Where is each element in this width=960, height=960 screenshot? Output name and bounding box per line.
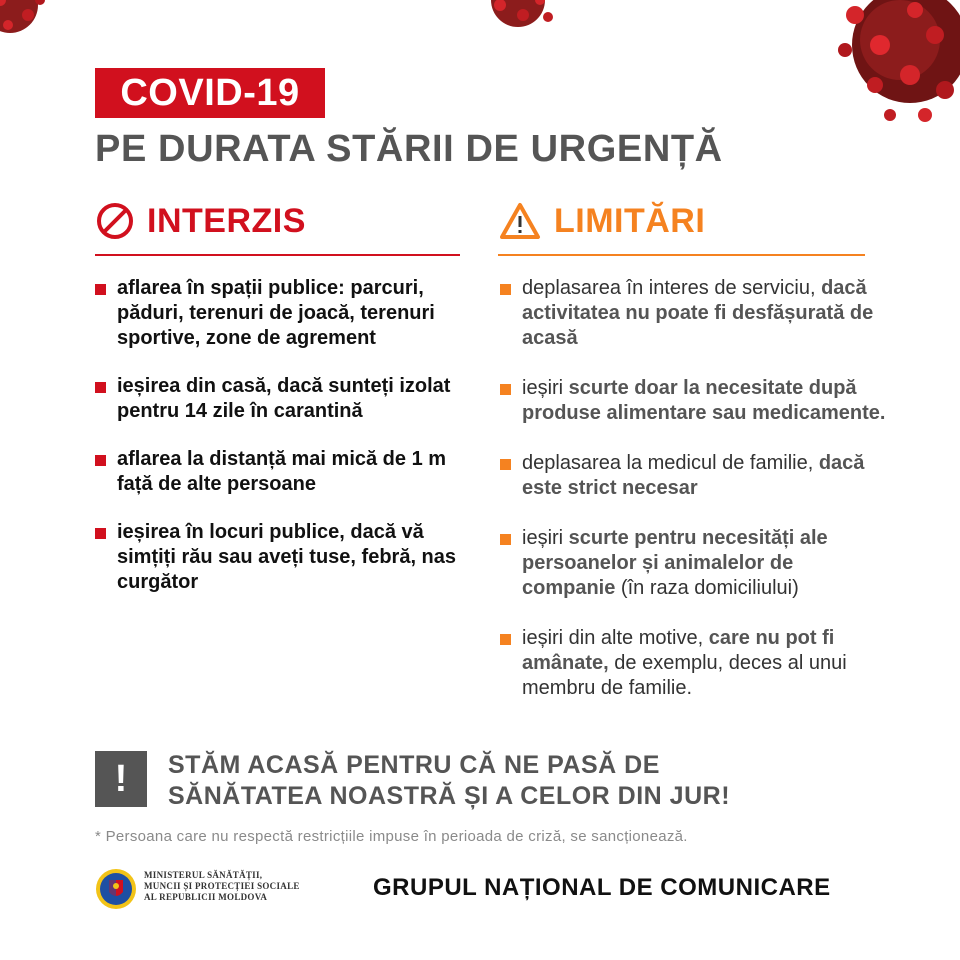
bullet-square-icon xyxy=(95,455,106,466)
list-item: ieșirea în locuri publice, dacă vă simțiți rău sau aveți tuse, febră, nas curgător xyxy=(95,520,465,595)
moldova-coat-of-arms-icon xyxy=(95,866,137,912)
list-item: ieșiri scurte doar la necesitate după produse alimentare sau medicamente. xyxy=(500,376,890,426)
footnote: * Persoana care nu respectă restricțiile impuse în perioada de criză, se sancționează. xyxy=(95,828,688,845)
bullet-square-icon xyxy=(95,382,106,393)
bullet-square-icon xyxy=(500,534,511,545)
slogan-line-1: STĂM ACASĂ PENTRU CĂ NE PASĂ DE xyxy=(168,751,660,779)
bullet-square-icon xyxy=(500,634,511,645)
list-item: aflarea la distanță mai mică de 1 m față de alte persoane xyxy=(95,447,465,497)
slogan-line-2: SĂNĂTATEA NOASTRĂ ȘI A CELOR DIN JUR! xyxy=(168,782,731,810)
group-name: GRUPUL NAȚIONAL DE COMUNICARE xyxy=(373,874,831,901)
list-item: ieșiri scurte pentru necesități ale persoanelor și animalelor de companie (în raza domiciliului) xyxy=(500,526,890,601)
list-item: ieșirea din casă, dacă sunteți izolat pentru 14 zile în carantină xyxy=(95,374,465,424)
virus-decoration-right-icon xyxy=(815,0,960,135)
limits-heading xyxy=(498,196,705,246)
list-item: deplasarea în interes de serviciu, dacă activitatea nu poate fi desfășurată de acasă xyxy=(500,276,890,351)
bullet-square-icon xyxy=(95,284,106,295)
bullet-square-icon xyxy=(500,284,511,295)
page-title: PE DURATA STĂRII DE URGENȚĂ xyxy=(95,128,723,170)
list-item: ieșiri din alte motive, care nu pot fi amânate, de exemplu, deces al unui membru de familie. xyxy=(500,626,890,701)
list-item: deplasarea la medicul de familie, dacă este strict necesar xyxy=(500,451,890,501)
bullet-square-icon xyxy=(500,459,511,470)
warning-icon xyxy=(498,201,542,241)
prohibited-icon xyxy=(95,201,135,241)
forbidden-list xyxy=(95,276,465,618)
virus-decoration-center-icon xyxy=(468,0,568,45)
limits-heading-label: LIMITĂRI xyxy=(554,201,706,240)
forbidden-heading-label: INTERZIS xyxy=(147,201,306,240)
forbidden-heading xyxy=(95,196,306,246)
slogan-text xyxy=(168,750,730,812)
forbidden-divider xyxy=(95,254,460,256)
limits-list xyxy=(500,276,890,726)
exclamation-icon: ! xyxy=(95,751,147,807)
bullet-square-icon xyxy=(500,384,511,395)
virus-decoration-left-icon xyxy=(0,0,60,50)
ministry-name: MINISTERUL SĂNĂTĂȚII, MUNCII ȘI PROTECȚIEI SOCIALE AL REPUBLICII MOLDOVA xyxy=(144,870,300,902)
bullet-square-icon xyxy=(95,528,106,539)
limits-divider xyxy=(498,254,865,256)
covid-badge: COVID-19 xyxy=(95,68,325,118)
list-item: aflarea în spații publice: parcuri, păduri, terenuri de joacă, terenuri sportive, zone de agrement xyxy=(95,276,465,351)
